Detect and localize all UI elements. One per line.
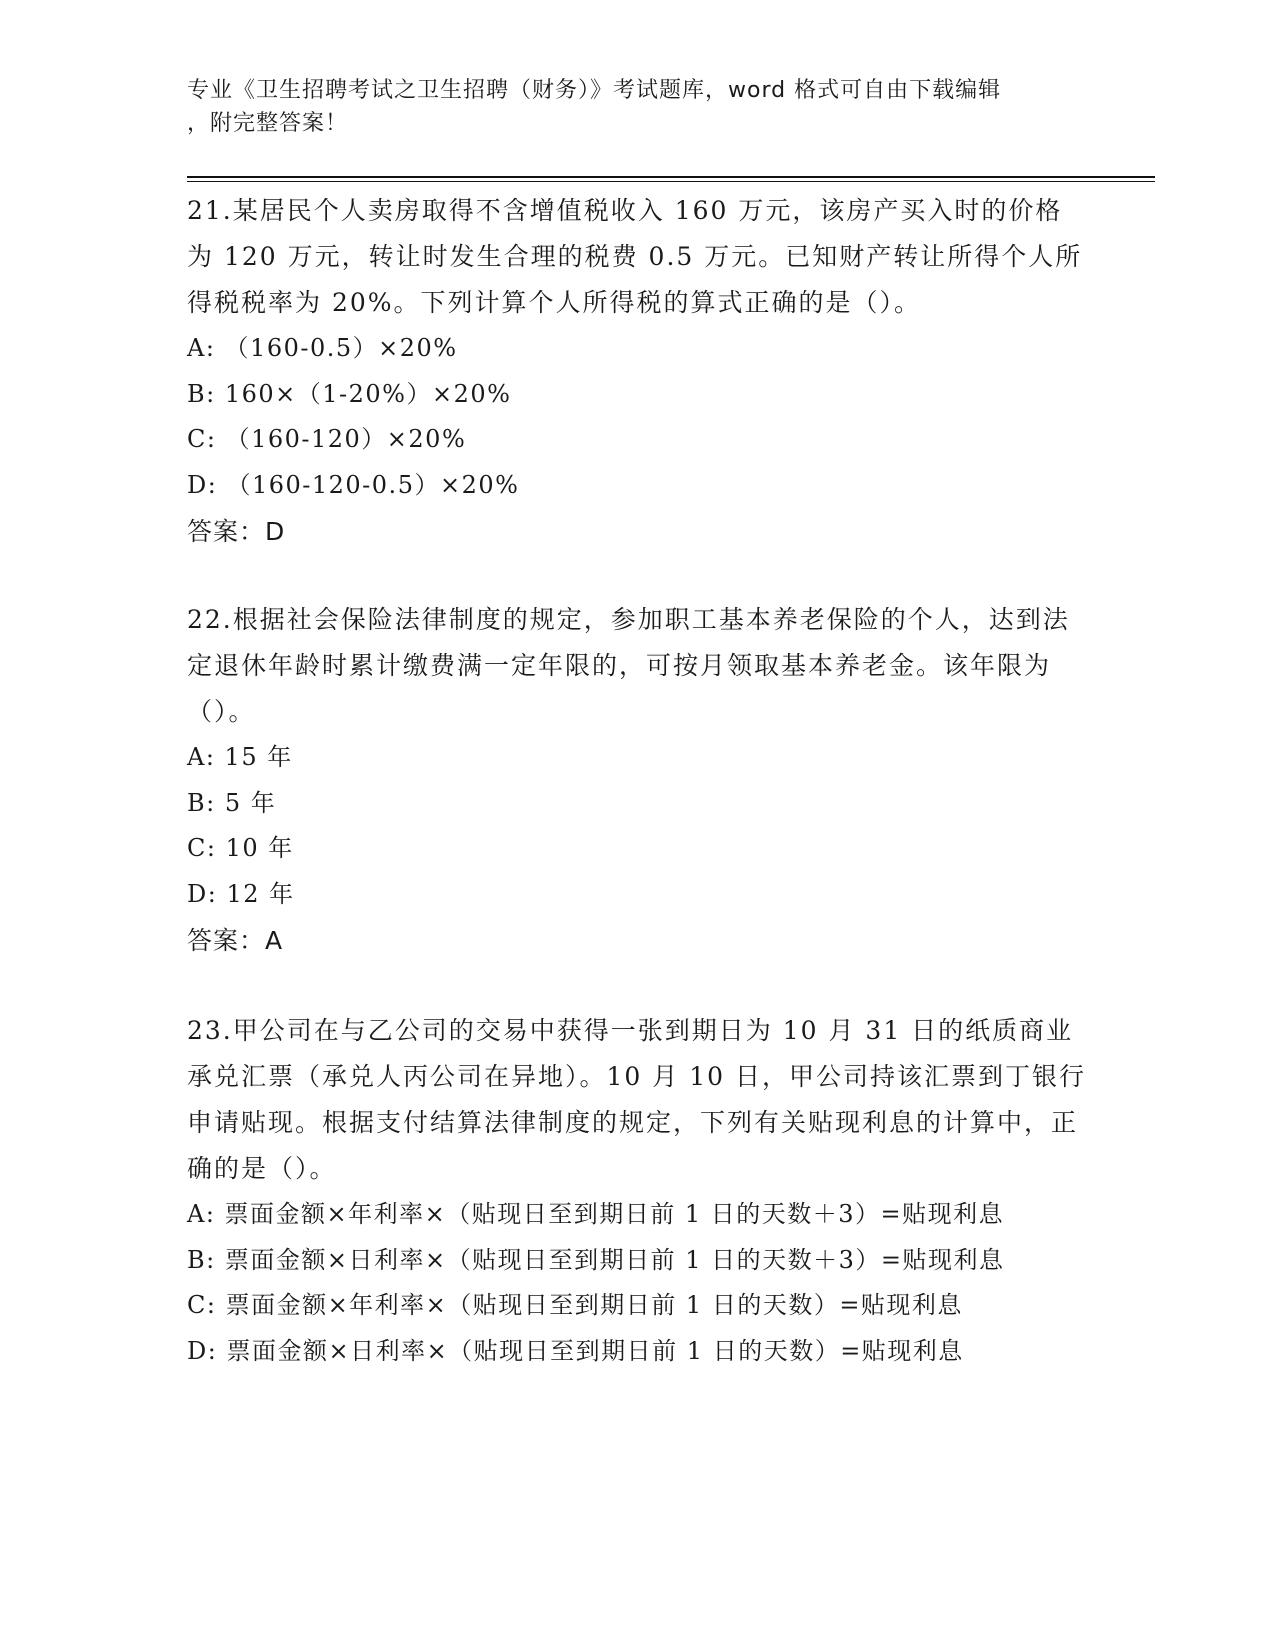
- answer: 答案：A: [187, 926, 284, 955]
- option-c: C: 票面金额×年利率×（贴现日至到期日前 1 日的天数）=贴现利息: [187, 1291, 963, 1319]
- option-b: B: 票面金额×日利率×（贴现日至到期日前 1 日的天数＋3）=贴现利息: [187, 1245, 1005, 1274]
- header-divider-thin: [187, 181, 1155, 182]
- option-b: B: 160×（1-20%）×20%: [187, 379, 512, 408]
- question-23: [187, 1008, 1087, 1374]
- question-stem: 23.甲公司在与乙公司的交易中获得一张到期日为 10 月 31 日的纸质商业承兑汇票（承兑人丙公司在异地）。10 月 10 日，甲公司持该汇票到丁银行申请贴现。根据支付结算法律制度的规定，下列有关贴现利息的计算中，正确的是（）。: [187, 1016, 1086, 1183]
- document-header: [187, 74, 1067, 140]
- option-d: D: 12 年: [187, 879, 295, 908]
- question-22: [187, 597, 1087, 963]
- answer: 答案：D: [187, 517, 286, 546]
- option-a: A: （160-0.5）×20%: [187, 334, 458, 362]
- question-stem: 22.根据社会保险法律制度的规定，参加职工基本养老保险的个人，达到法定退休年龄时累计缴费满一定年限的，可按月领取基本养老金。该年限为（）。: [187, 605, 1070, 726]
- header-divider-thick: [187, 176, 1155, 178]
- header-line-2: ，附完整答案！: [187, 111, 349, 136]
- option-c: C: （160-120）×20%: [187, 425, 467, 453]
- option-b: B: 5 年: [187, 788, 277, 817]
- option-d: D: （160-120-0.5）×20%: [187, 470, 520, 499]
- option-a: A: 15 年: [187, 743, 293, 771]
- question-21: [187, 188, 1087, 554]
- option-a: A: 票面金额×年利率×（贴现日至到期日前 1 日的天数＋3）=贴现利息: [187, 1200, 1005, 1228]
- option-d: D: 票面金额×日利率×（贴现日至到期日前 1 日的天数）=贴现利息: [187, 1336, 964, 1365]
- option-c: C: 10 年: [187, 834, 294, 862]
- header-line-1: 专业《卫生招聘考试之卫生招聘（财务）》考试题库，word 格式可自由下载编辑: [187, 78, 1002, 103]
- question-stem: 21.某居民个人卖房取得不含增值税收入 160 万元，该房产买入时的价格为 120 万元，转让时发生合理的税费 0.5 万元。已知财产转让所得个人所得税税率为 20%。下列计算个人所得税的算式正确的是（）。: [187, 196, 1083, 317]
